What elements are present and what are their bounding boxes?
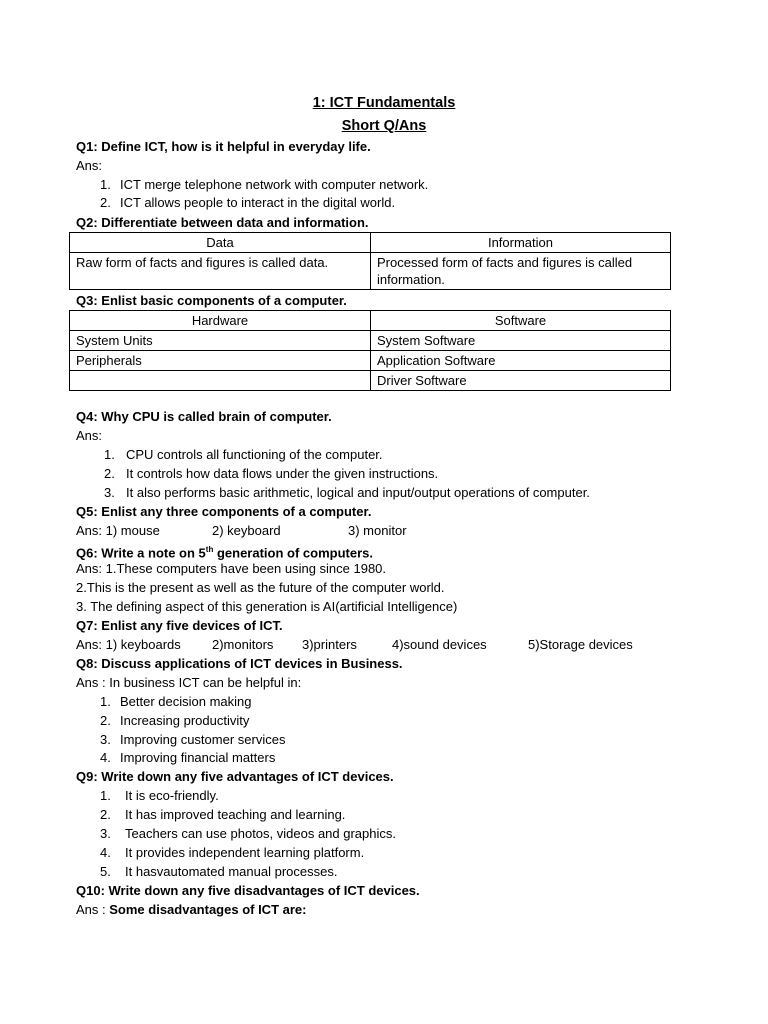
list-number: 1. — [100, 177, 111, 192]
q7-question: Q7: Enlist any five devices of ICT. — [76, 618, 283, 633]
list-number: 3. — [100, 732, 111, 747]
table-cell: Application Software — [371, 351, 671, 371]
q10-answer — [76, 902, 306, 918]
table-row — [70, 371, 671, 391]
q6-line: 2.This is the present as well as the future of the computer world. — [76, 580, 445, 595]
q6-question-post: generation of computers. — [213, 545, 373, 561]
list-item — [100, 826, 396, 842]
q5-question: Q5: Enlist any three components of a computer. — [76, 504, 372, 519]
q3-question: Q3: Enlist basic components of a computer. — [76, 293, 347, 308]
table-cell: Driver Software — [371, 371, 671, 391]
list-number: 2. — [100, 195, 111, 210]
q8-question: Q8: Discuss applications of ICT devices in Business. — [76, 656, 403, 671]
list-text: It has improved teaching and learning. — [125, 807, 346, 822]
table-header-row — [70, 233, 671, 253]
table-row — [70, 253, 671, 290]
q1-question: Q1: Define ICT, how is it helpful in everyday life. — [76, 139, 371, 154]
q3-table — [69, 310, 671, 391]
doc-subtitle: Short Q/Ans — [341, 118, 427, 134]
q4-question: Q4: Why CPU is called brain of computer. — [76, 409, 332, 424]
list-number: 3. — [104, 485, 115, 500]
q6-question-pre: Q6: Write a note on 5 — [76, 545, 206, 561]
list-item — [100, 177, 428, 193]
q7-answer — [76, 637, 633, 653]
doc-title: 1: ICT Fundamentals — [312, 95, 456, 111]
table-header-cell: Hardware — [70, 311, 371, 331]
list-item — [104, 447, 383, 463]
q7-ans-item: 5)Storage devices — [528, 637, 633, 652]
q4-ans-label: Ans: — [76, 428, 103, 443]
q1-ans-label: Ans: — [76, 158, 103, 173]
q10-ans-bold: Some disadvantages of ICT are: — [109, 902, 307, 917]
table-header-cell: Data — [70, 233, 371, 253]
list-item — [100, 732, 285, 748]
list-item — [100, 788, 219, 804]
table-cell: System Software — [371, 331, 671, 351]
table-cell: Raw form of facts and figures is called data. — [70, 253, 371, 290]
list-item — [100, 807, 345, 823]
list-text: ICT allows people to interact in the digital world. — [120, 195, 396, 210]
list-text: It also performs basic arithmetic, logical and input/output operations of computer. — [126, 485, 590, 500]
list-item — [100, 750, 275, 766]
q5-answer — [76, 523, 407, 539]
list-number: 1. — [100, 788, 111, 803]
table-cell: Peripherals — [70, 351, 371, 371]
list-number: 2. — [100, 807, 111, 822]
q10-question: Q10: Write down any five disadvantages of ICT devices. — [76, 883, 420, 898]
list-text: It controls how data flows under the given instructions. — [126, 466, 439, 481]
q6-line: 3. The defining aspect of this generation is AI(artificial Intelligence) — [76, 599, 458, 614]
list-number: 4. — [100, 750, 111, 765]
q2-table — [69, 232, 671, 290]
q8-intro: Ans : In business ICT can be helpful in: — [76, 675, 302, 690]
list-number: 3. — [100, 826, 111, 841]
q7-ans-item: 3)printers — [302, 637, 357, 652]
q5-ans-c: 3) monitor — [348, 523, 407, 538]
list-text: It hasvautomated manual processes. — [125, 864, 338, 879]
q7-ans-item: 2)monitors — [212, 637, 274, 652]
list-item — [100, 713, 249, 729]
q5-ans-b: 2) keyboard — [212, 523, 281, 538]
q5-ans-a: Ans: 1) mouse — [76, 523, 160, 538]
list-number: 2. — [100, 713, 111, 728]
list-number: 5. — [100, 864, 111, 879]
list-text: Improving financial matters — [120, 750, 276, 765]
list-item — [100, 845, 364, 861]
q7-ans-item: Ans: 1) keyboards — [76, 637, 181, 652]
table-row — [70, 351, 671, 371]
table-row — [70, 331, 671, 351]
table-header-cell: Software — [371, 311, 671, 331]
list-number: 1. — [104, 447, 115, 462]
list-text: ICT merge telephone network with computer network. — [120, 177, 429, 192]
q6-question-sup: th — [205, 545, 214, 554]
q9-question: Q9: Write down any five advantages of ICT devices. — [76, 769, 394, 784]
list-number: 1. — [100, 694, 111, 709]
list-text: Improving customer services — [120, 732, 286, 747]
list-number: 4. — [100, 845, 111, 860]
list-text: Increasing productivity — [120, 713, 250, 728]
list-item — [100, 694, 252, 710]
list-text: Teachers can use photos, videos and graphics. — [125, 826, 397, 841]
q2-question: Q2: Differentiate between data and information. — [76, 215, 369, 230]
list-item — [100, 864, 337, 880]
table-header-cell: Information — [371, 233, 671, 253]
q6-question — [76, 542, 373, 561]
list-text: CPU controls all functioning of the computer. — [126, 447, 383, 462]
q7-ans-item: 4)sound devices — [392, 637, 487, 652]
table-cell — [70, 371, 371, 391]
list-item — [104, 485, 590, 501]
list-item — [100, 195, 395, 211]
q6-line: Ans: 1.These computers have been using since 1980. — [76, 561, 387, 576]
list-item — [104, 466, 438, 482]
list-number: 2. — [104, 466, 115, 481]
list-text: It provides independent learning platform. — [125, 845, 365, 860]
table-cell: Processed form of facts and figures is called information. — [371, 253, 671, 290]
list-text: It is eco-friendly. — [125, 788, 219, 803]
list-text: Better decision making — [120, 694, 252, 709]
table-cell: System Units — [70, 331, 371, 351]
q10-ans-label: Ans : — [76, 902, 110, 917]
table-header-row — [70, 311, 671, 331]
